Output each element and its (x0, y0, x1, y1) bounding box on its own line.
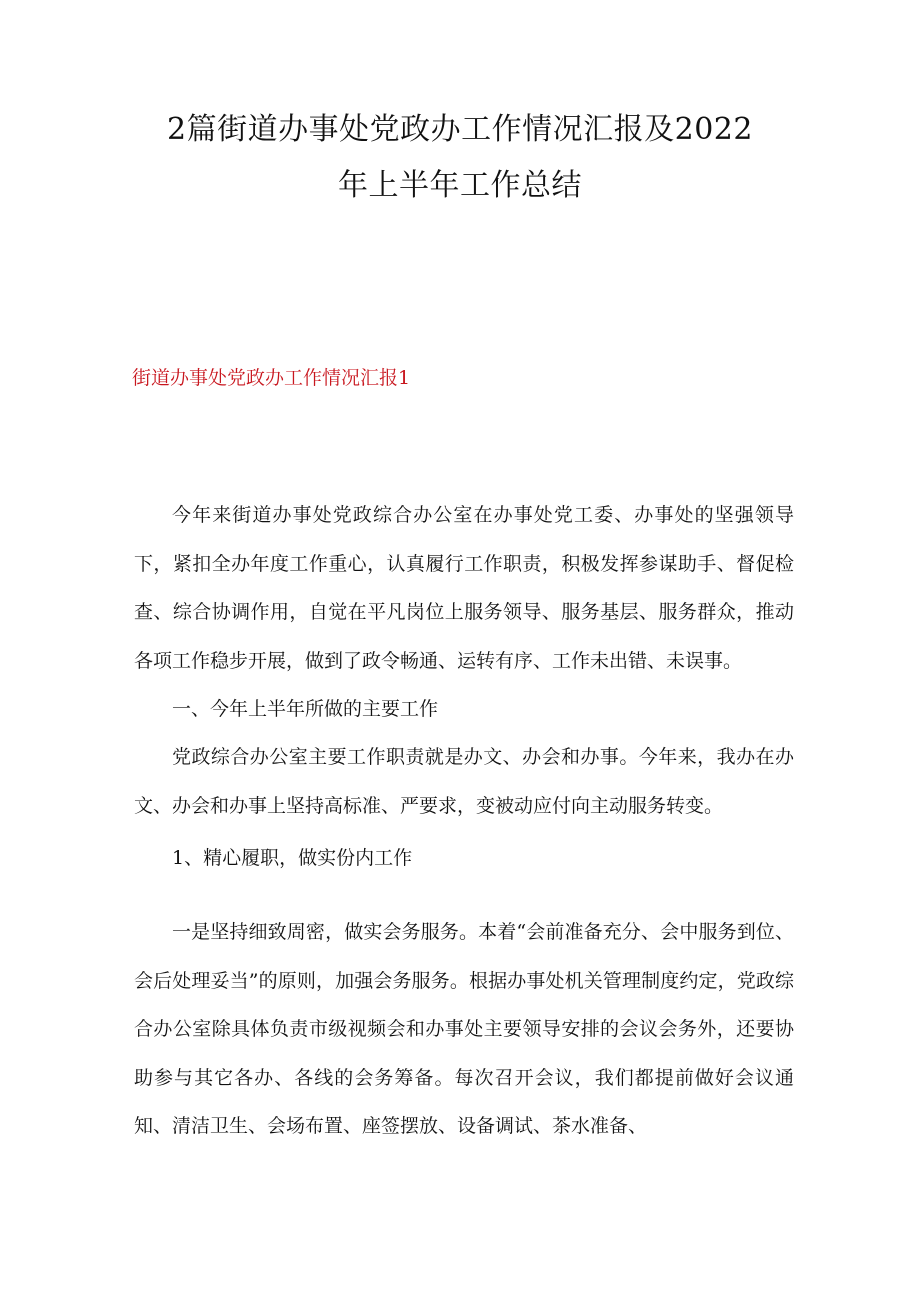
paragraph-heading-main-work: 一、今年上半年所做的主要工作 (172, 698, 439, 720)
section-heading: 街道办事处党政办工作情况汇报1 (132, 367, 411, 389)
paragraph-subheading-1: 1、精心履职，做实份内工作 (172, 847, 413, 869)
document-title-line-2: 年上半年工作总结 (338, 168, 582, 203)
document-title-line-1: 2篇街道办事处党政办工作情况汇报及2022 (167, 112, 753, 147)
paragraph-intro: 今年来街道办事处党政综合办公室在办事处党工委、办事处的坚强领导下，紧扣全办年度工作重心，认真履行工作职责，积极发挥参谋助手、督促检查、综合协调作用，自觉在平凡岗位上服务领导、服务基层、服务群众，推动各项工作稳步开展，做到了政令畅通、运转有序、工作未出错、未误事。 (134, 504, 794, 672)
paragraph-duties: 党政综合办公室主要工作职责就是办文、办会和办事。今年来，我办在办文、办会和办事上坚持高标准、严要求，变被动应付向主动服务转变。 (134, 746, 794, 817)
document-title (90, 102, 830, 214)
paragraph-meeting-service: 一是坚持细致周密，做实会务服务。本着“会前准备充分、会中服务到位、会后处理妥当”的原则，加强会务服务。根据办事处机关管理制度约定，党政综合办公室除具体负责市级视频会和办事处主要领导安排的会议会务外，还要协助参与其它各办、各线的会务筹备。每次召开会议，我们都提前做好会议通知、清洁卫生、会场布置、座签摆放、设备调试、茶水准备、 (134, 921, 794, 1137)
